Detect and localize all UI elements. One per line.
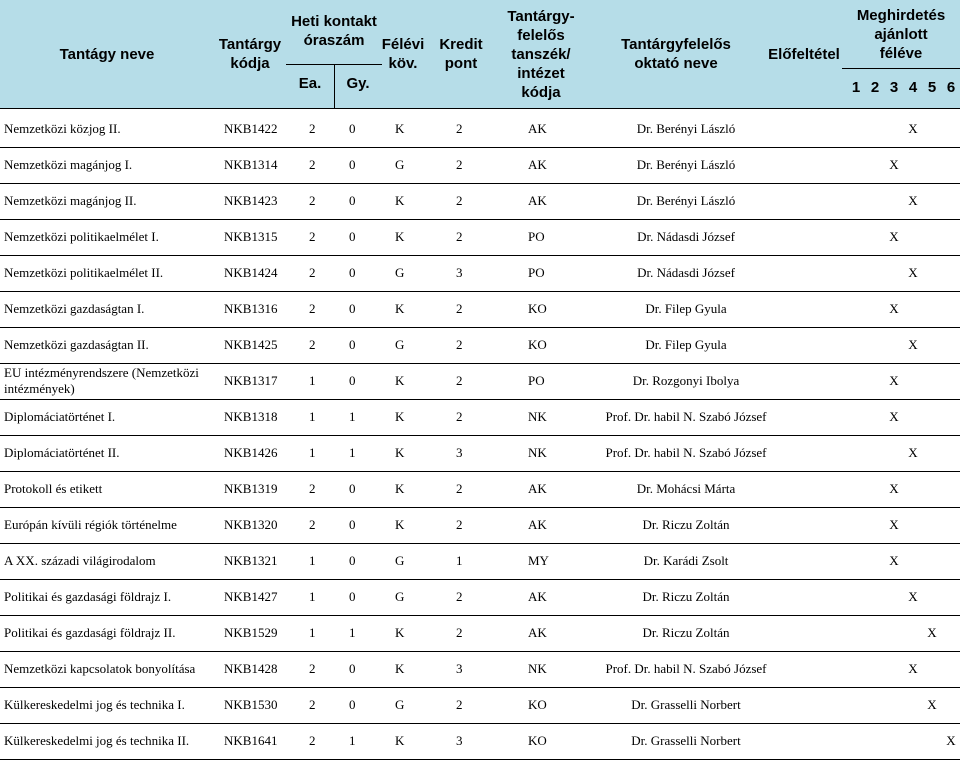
department-code: PO <box>528 229 545 244</box>
table-row <box>0 111 960 148</box>
subject-code: NKB1424 <box>224 265 278 280</box>
table-row <box>0 615 960 652</box>
credit-points: 2 <box>456 517 463 532</box>
table-row <box>0 651 960 688</box>
credit-points: 2 <box>456 229 463 244</box>
teacher-name: Dr. Riczu Zoltán <box>642 517 730 532</box>
credit-points: 3 <box>456 265 463 280</box>
lecture-hours: 1 <box>309 373 316 388</box>
table-row <box>0 183 960 220</box>
subject-name: Európán kívüli régiók történelme <box>4 517 177 532</box>
header-assessment: Félévi köv. <box>381 36 425 72</box>
subject-name: Protokoll és etikett <box>4 481 103 496</box>
teacher-name: Dr. Berényi László <box>636 157 736 172</box>
department-code: KO <box>528 337 547 352</box>
subject-name: Külkereskedelmi jog és technika I. <box>4 697 185 712</box>
lecture-hours: 2 <box>309 229 316 244</box>
assessment-type: G <box>395 337 405 352</box>
semester-mark: X <box>908 265 918 280</box>
assessment-type: G <box>395 157 405 172</box>
subject-name: Nemzetközi kapcsolatok bonyolítása <box>4 661 196 676</box>
department-code: KO <box>528 733 547 748</box>
table-row <box>0 471 960 508</box>
subject-code: NKB1319 <box>224 481 278 496</box>
credit-points: 2 <box>456 589 463 604</box>
practice-hours: 0 <box>349 481 356 496</box>
semester-mark: X <box>889 553 899 568</box>
table-row <box>0 399 960 436</box>
header-teacher: Tantárgyfelelős oktató neve <box>621 36 731 72</box>
header-lecture: Ea. <box>298 75 322 92</box>
assessment-type: K <box>395 733 405 748</box>
table-row <box>0 291 960 328</box>
header-semester-6: 6 <box>946 79 956 96</box>
header-department: Tantárgy-felelős tanszék/ intézet kódja <box>507 7 575 101</box>
table-row <box>0 219 960 256</box>
assessment-type: G <box>395 553 405 568</box>
subject-name: Politikai és gazdasági földrajz I. <box>4 589 172 604</box>
practice-hours: 0 <box>349 589 356 604</box>
teacher-name: Dr. Nádasdi József <box>637 265 735 280</box>
semester-mark: X <box>927 697 937 712</box>
lecture-hours: 2 <box>309 193 316 208</box>
teacher-name: Prof. Dr. habil N. Szabó József <box>605 409 767 424</box>
semester-mark: X <box>889 373 899 388</box>
header-weekly-hours: Heti kontakt óraszám <box>291 13 377 49</box>
lecture-hours: 2 <box>309 265 316 280</box>
credit-points: 3 <box>456 733 463 748</box>
header-practice: Gy. <box>346 75 370 92</box>
practice-hours: 0 <box>349 121 356 136</box>
semester-mark: X <box>889 229 899 244</box>
assessment-type: G <box>395 265 405 280</box>
teacher-name: Dr. Filep Gyula <box>645 337 727 352</box>
header-semester: Meghirdetés ajánlott féléve <box>856 6 946 62</box>
subject-code: NKB1316 <box>224 301 278 316</box>
lecture-hours: 2 <box>309 337 316 352</box>
practice-hours: 1 <box>349 445 356 460</box>
lecture-hours: 1 <box>309 445 316 460</box>
credit-points: 2 <box>456 625 463 640</box>
subject-name: Külkereskedelmi jog és technika II. <box>4 733 190 748</box>
assessment-type: K <box>395 373 405 388</box>
subject-code: NKB1321 <box>224 553 278 568</box>
table-header <box>0 0 960 109</box>
subject-code: NKB1318 <box>224 409 278 424</box>
lecture-hours: 1 <box>309 625 316 640</box>
subject-code: NKB1320 <box>224 517 278 532</box>
credit-points: 2 <box>456 301 463 316</box>
semester-mark: X <box>889 517 899 532</box>
subject-name: Nemzetközi magánjog II. <box>4 193 137 208</box>
department-code: PO <box>528 265 545 280</box>
lecture-hours: 1 <box>309 553 316 568</box>
teacher-name: Prof. Dr. habil N. Szabó József <box>605 445 767 460</box>
table-row <box>0 579 960 616</box>
credit-points: 3 <box>456 445 463 460</box>
teacher-name: Dr. Rozgonyi Ibolya <box>632 373 740 388</box>
credit-points: 2 <box>456 697 463 712</box>
practice-hours: 0 <box>349 265 356 280</box>
header-subject-code: Tantárgy kódja <box>218 36 282 72</box>
assessment-type: G <box>395 589 405 604</box>
lecture-hours: 2 <box>309 481 316 496</box>
practice-hours: 0 <box>349 373 356 388</box>
header-subject-name: Tantágy neve <box>59 45 155 63</box>
table-row <box>0 507 960 544</box>
subject-name: Nemzetközi közjog II. <box>4 121 121 136</box>
lecture-hours: 2 <box>309 517 316 532</box>
practice-hours: 0 <box>349 301 356 316</box>
practice-hours: 0 <box>349 337 356 352</box>
semester-mark: X <box>908 193 918 208</box>
teacher-name: Prof. Dr. habil N. Szabó József <box>605 661 767 676</box>
department-code: MY <box>528 553 549 568</box>
teacher-name: Dr. Mohácsi Márta <box>636 481 736 496</box>
assessment-type: K <box>395 517 405 532</box>
semester-mark: X <box>908 445 918 460</box>
practice-hours: 0 <box>349 553 356 568</box>
lecture-hours: 2 <box>309 697 316 712</box>
teacher-name: Dr. Grasselli Norbert <box>631 697 741 712</box>
subject-name: Nemzetközi gazdaságtan II. <box>4 337 149 352</box>
header-semester-3: 3 <box>889 79 899 96</box>
subject-code: NKB1315 <box>224 229 278 244</box>
semester-mark: X <box>908 661 918 676</box>
semester-mark: X <box>908 337 918 352</box>
department-code: AK <box>528 481 547 496</box>
subject-code: NKB1317 <box>224 373 278 388</box>
subject-name: Diplomáciatörténet I. <box>4 409 116 424</box>
department-code: NK <box>528 445 547 460</box>
assessment-type: K <box>395 661 405 676</box>
table-row <box>0 147 960 184</box>
semester-mark: X <box>908 589 918 604</box>
assessment-type: G <box>395 697 405 712</box>
subject-code: NKB1426 <box>224 445 278 460</box>
credit-points: 2 <box>456 409 463 424</box>
header-divider <box>842 68 960 69</box>
table-row <box>0 687 960 724</box>
subject-code: NKB1314 <box>224 157 278 172</box>
assessment-type: K <box>395 121 405 136</box>
subject-name: Nemzetközi politikaelmélet I. <box>4 229 159 244</box>
department-code: PO <box>528 373 545 388</box>
semester-mark: X <box>889 409 899 424</box>
header-semester-2: 2 <box>870 79 880 96</box>
teacher-name: Dr. Berényi László <box>636 193 736 208</box>
subject-code: NKB1425 <box>224 337 278 352</box>
table-row <box>0 327 960 364</box>
subject-code: NKB1427 <box>224 589 278 604</box>
semester-mark: X <box>908 121 918 136</box>
header-semester-4: 4 <box>908 79 918 96</box>
practice-hours: 1 <box>349 409 356 424</box>
subject-name: EU intézményrendszere (Nemzetközi intézmények) <box>4 365 199 396</box>
practice-hours: 0 <box>349 157 356 172</box>
subject-name: Politikai és gazdasági földrajz II. <box>4 625 176 640</box>
semester-mark: X <box>946 733 956 748</box>
semester-mark: X <box>927 625 937 640</box>
lecture-hours: 2 <box>309 121 316 136</box>
practice-hours: 0 <box>349 193 356 208</box>
table-row <box>0 363 960 400</box>
department-code: AK <box>528 625 547 640</box>
assessment-type: K <box>395 409 405 424</box>
department-code: AK <box>528 517 547 532</box>
lecture-hours: 1 <box>309 409 316 424</box>
practice-hours: 1 <box>349 625 356 640</box>
subject-code: NKB1530 <box>224 697 278 712</box>
department-code: AK <box>528 157 547 172</box>
table-row <box>0 435 960 472</box>
department-code: AK <box>528 193 547 208</box>
assessment-type: K <box>395 481 405 496</box>
assessment-type: K <box>395 625 405 640</box>
semester-mark: X <box>889 157 899 172</box>
teacher-name: Dr. Filep Gyula <box>645 301 727 316</box>
semester-mark: X <box>889 481 899 496</box>
practice-hours: 0 <box>349 697 356 712</box>
table-row <box>0 723 960 760</box>
subject-name: A XX. századi világirodalom <box>4 553 156 568</box>
credit-points: 2 <box>456 373 463 388</box>
assessment-type: K <box>395 445 405 460</box>
department-code: AK <box>528 589 547 604</box>
department-code: NK <box>528 661 547 676</box>
header-divider <box>334 64 335 108</box>
table-row <box>0 255 960 292</box>
credit-points: 2 <box>456 481 463 496</box>
lecture-hours: 1 <box>309 589 316 604</box>
table-row <box>0 543 960 580</box>
practice-hours: 0 <box>349 661 356 676</box>
subject-name: Diplomáciatörténet II. <box>4 445 120 460</box>
header-semester-1: 1 <box>851 79 861 96</box>
credit-points: 2 <box>456 193 463 208</box>
teacher-name: Dr. Riczu Zoltán <box>642 625 730 640</box>
assessment-type: K <box>395 301 405 316</box>
lecture-hours: 2 <box>309 733 316 748</box>
header-credit: Kredit pont <box>439 36 483 72</box>
teacher-name: Dr. Karádi Zsolt <box>643 553 729 568</box>
practice-hours: 1 <box>349 733 356 748</box>
subject-code: NKB1641 <box>224 733 278 748</box>
subject-code: NKB1428 <box>224 661 278 676</box>
subject-name: Nemzetközi politikaelmélet II. <box>4 265 164 280</box>
lecture-hours: 2 <box>309 157 316 172</box>
teacher-name: Dr. Riczu Zoltán <box>642 589 730 604</box>
header-prerequisite: Előfeltétel <box>768 45 840 63</box>
department-code: NK <box>528 409 547 424</box>
credit-points: 2 <box>456 121 463 136</box>
teacher-name: Dr. Berényi László <box>636 121 736 136</box>
assessment-type: K <box>395 193 405 208</box>
credit-points: 1 <box>456 553 463 568</box>
assessment-type: K <box>395 229 405 244</box>
lecture-hours: 2 <box>309 301 316 316</box>
subject-code: NKB1529 <box>224 625 278 640</box>
credit-points: 3 <box>456 661 463 676</box>
practice-hours: 0 <box>349 229 356 244</box>
credit-points: 2 <box>456 157 463 172</box>
department-code: KO <box>528 301 547 316</box>
subject-code: NKB1423 <box>224 193 278 208</box>
semester-mark: X <box>889 301 899 316</box>
lecture-hours: 2 <box>309 661 316 676</box>
department-code: AK <box>528 121 547 136</box>
header-semester-5: 5 <box>927 79 937 96</box>
subject-code: NKB1422 <box>224 121 278 136</box>
department-code: KO <box>528 697 547 712</box>
subject-name: Nemzetközi gazdaságtan I. <box>4 301 145 316</box>
credit-points: 2 <box>456 337 463 352</box>
teacher-name: Dr. Grasselli Norbert <box>631 733 741 748</box>
subject-name: Nemzetközi magánjog I. <box>4 157 133 172</box>
practice-hours: 0 <box>349 517 356 532</box>
teacher-name: Dr. Nádasdi József <box>637 229 735 244</box>
